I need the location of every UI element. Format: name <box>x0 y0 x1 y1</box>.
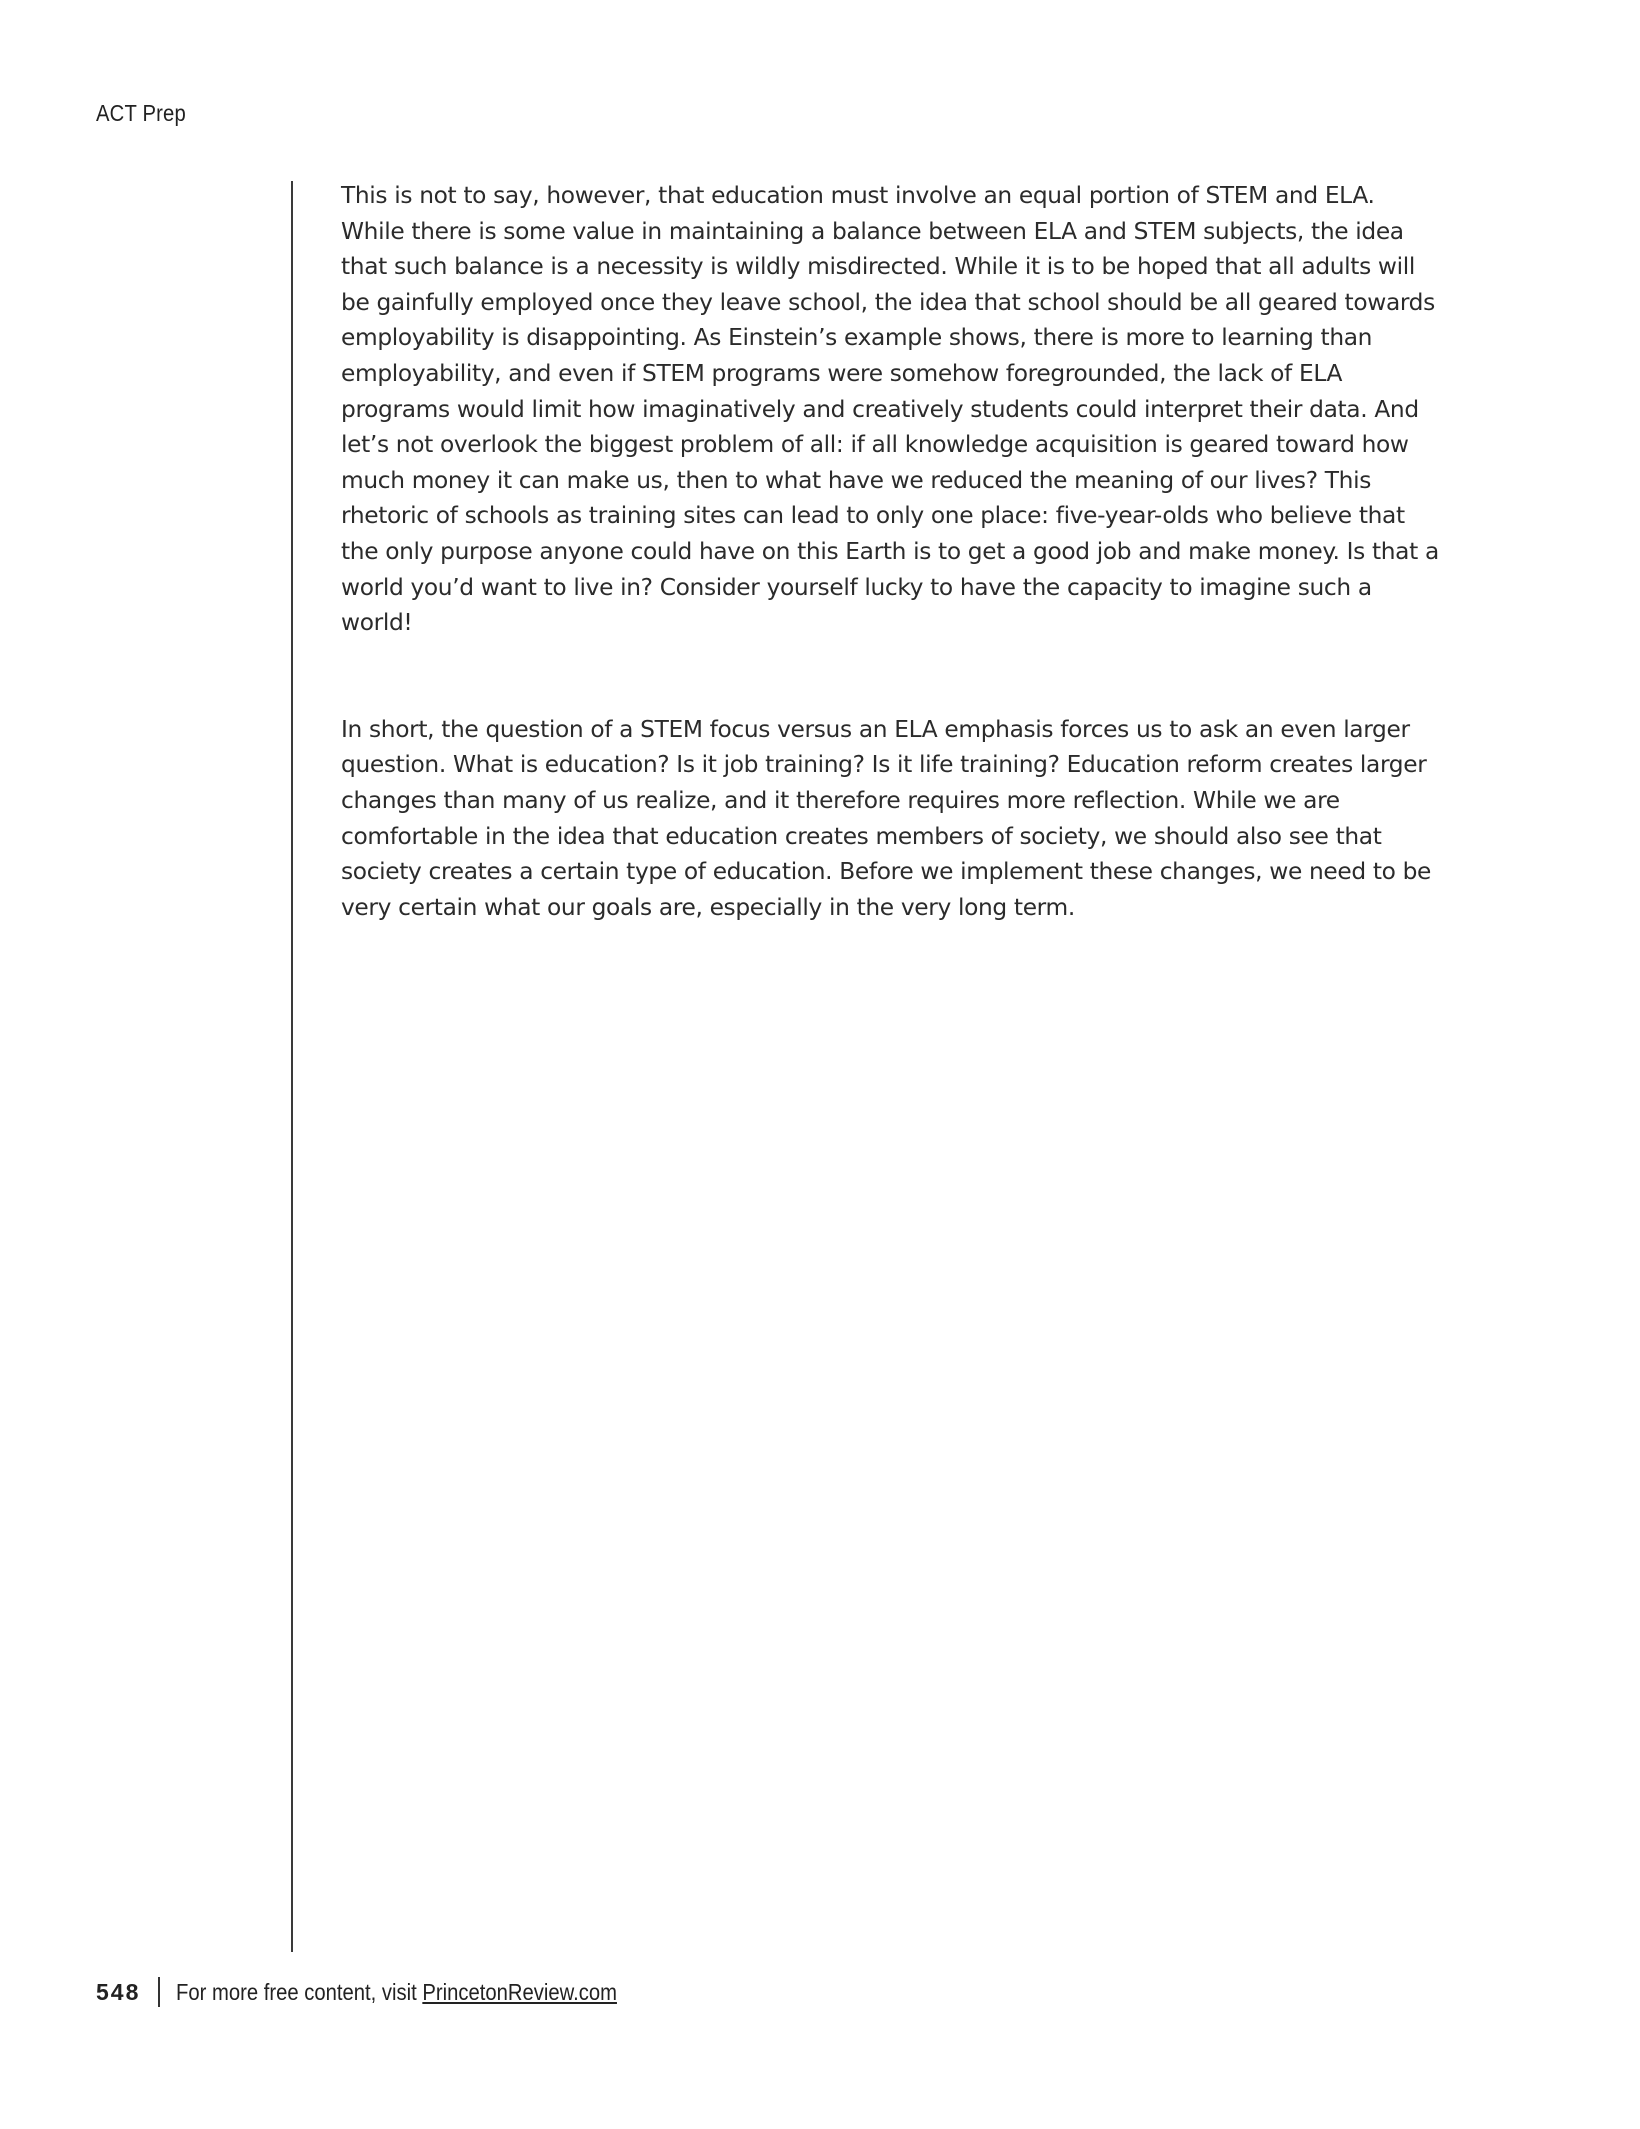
footer-text <box>176 1979 617 2006</box>
princeton-review-link[interactable]: PrincetonReview.com <box>422 1978 618 2005</box>
essay-paragraph-1: This is not to say, however, that education must involve an equal portion of STEM and ELA. While there is some value in maintaining a balance between ELA and STEM subjects, the idea that such balance is a necessity is wildly misdirected. While it is to be hoped that all adults will be gainfully employed once they leave school, the idea that school should be all geared towards employability is disappointing. As Einstein’s example shows, there is more to learning than employability, and even if STEM programs were somehow foregrounded, the lack of ELA programs would limit how imaginatively and creatively students could interpret their data. And let’s not overlook the biggest problem of all: if all knowledge acquisition is geared toward how much money it can make us, then to what have we reduced the meaning of our lives? This rhetoric of schools as training sites can lead to only one place: five-year-olds who believe that the only purpose anyone could have on this Earth is to get a good job and make money. Is that a world you’d want to live in? Consider yourself lucky to have the capacity to imagine such a world! <box>341 182 1439 637</box>
running-head: ACT Prep <box>96 100 186 126</box>
essay-paragraph-2: In short, the question of a STEM focus versus an ELA emphasis forces us to ask an even larger question. What is education? Is it job training? Is it life training? Education reform creates larger changes than many of us realize, and it therefore requires more reflection. While we are comfortable in the idea that education creates members of society, we should also see that society creates a certain type of education. Before we implement these changes, we need to be very certain what our goals are, especially in the very long term. <box>341 715 1432 921</box>
page-number: 548 <box>96 1978 141 2005</box>
essay-body <box>341 178 1441 925</box>
footer-promo-text: For more free content, visit <box>176 1978 423 2005</box>
footer-divider <box>158 1977 160 2007</box>
margin-rule <box>291 181 293 1952</box>
page-footer <box>96 1976 677 2008</box>
